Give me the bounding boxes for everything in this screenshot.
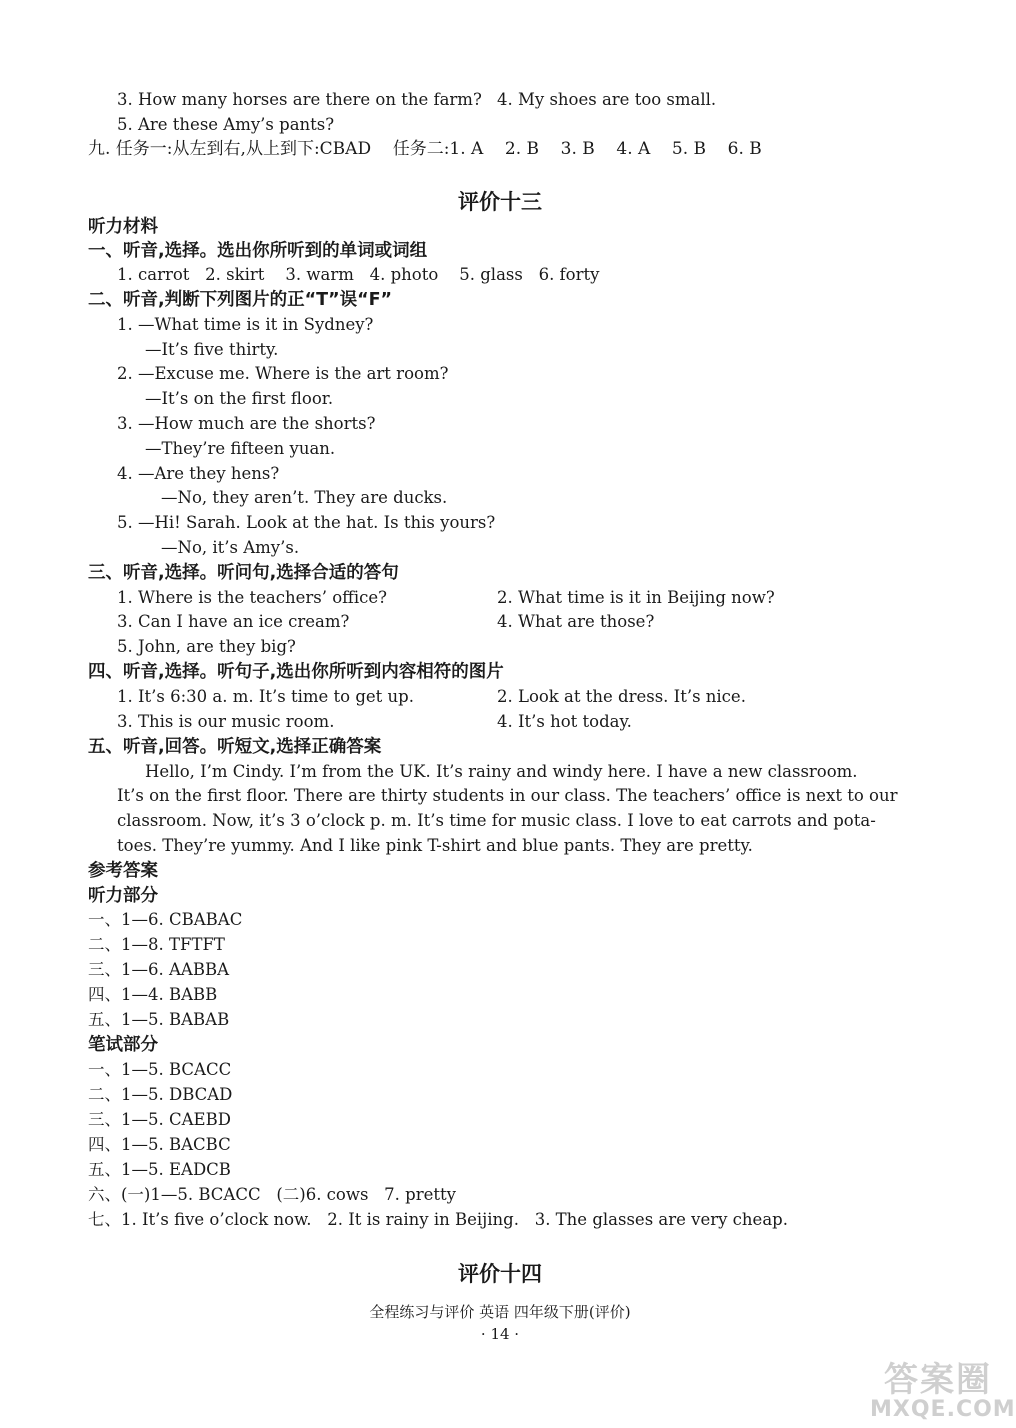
q2-line: —No, they aren’t. They are ducks. [161, 488, 448, 507]
listening-answers-heading: 听力部分 [88, 886, 158, 906]
answer-line: 五、1—5. BABAB [88, 1010, 230, 1029]
top-line-2: 5. Are these Amy’s pants? [117, 115, 335, 134]
q3-item: 5. John, are they big? [117, 637, 296, 656]
watermark-bottom-text: MXQE.COM [870, 1397, 1016, 1422]
q5-passage-line: Hello, I’m Cindy. I’m from the UK. It’s rainy and windy here. I have a new classroom. [145, 762, 858, 781]
top-line-1a: 3. How many horses are there on the farm? [117, 90, 482, 109]
q5-heading: 五、听音,回答。听短文,选择正确答案 [88, 737, 382, 757]
top-line-3: 九. 任务一:从左到右,从上到下:CBAD 任务二:1. A 2. B 3. B 4. A 5. B 6. B [88, 139, 762, 159]
answer-line: 二、1—8. TFTFT [88, 935, 225, 954]
q2-line: —It’s five thirty. [145, 340, 279, 359]
listening-material-heading: 听力材料 [88, 217, 158, 237]
q5-passage-line: It’s on the first floor. There are thirty students in our class. The teachers’ office is next to our [117, 786, 898, 805]
q3-heading: 三、听音,选择。听问句,选择合适的答句 [88, 563, 399, 583]
answer-line: 七、1. It’s five o’clock now. 2. It is rainy in Beijing. 3. The glasses are very cheap. [88, 1210, 788, 1229]
q1-items: 1. carrot 2. skirt 3. warm 4. photo 5. glass 6. forty [117, 265, 600, 284]
q3-item: 1. Where is the teachers’ office? [117, 588, 387, 607]
q2-line: —No, it’s Amy’s. [161, 538, 300, 557]
answer-line: 一、1—5. BCACC [88, 1060, 232, 1079]
q2-line: 2. —Excuse me. Where is the art room? [117, 364, 449, 383]
written-answers-heading: 笔试部分 [88, 1035, 158, 1055]
answers-heading: 参考答案 [88, 861, 158, 881]
section-title-13: 评价十三 [458, 190, 542, 214]
q2-line: —They’re fifteen yuan. [145, 439, 336, 458]
q3-item: 4. What are those? [497, 612, 655, 631]
q5-passage-line: classroom. Now, it’s 3 o’clock p. m. It’s time for music class. I love to eat carrots and pota- [117, 811, 876, 830]
section-title-14: 评价十四 [458, 1262, 542, 1286]
answer-line: 三、1—5. CAEBD [88, 1110, 231, 1129]
answer-line: 四、1—4. BABB [88, 985, 218, 1004]
watermark-logo [866, 1352, 1016, 1422]
q2-heading: 二、听音,判断下列图片的正“T”误“F” [88, 290, 393, 310]
answer-line: 五、1—5. EADCB [88, 1160, 231, 1179]
q3-item: 3. Can I have an ice cream? [117, 612, 350, 631]
q1-heading: 一、听音,选择。选出你所听到的单词或词组 [88, 241, 428, 261]
footer-book-title: 全程练习与评价 英语 四年级下册(评价) [369, 1303, 631, 1321]
top-line-1b: 4. My shoes are too small. [497, 90, 717, 109]
q4-item: 3. This is our music room. [117, 712, 335, 731]
page-number: · 14 · [480, 1325, 520, 1343]
answer-line: 六、(一)1—5. BCACC (二)6. cows 7. pretty [88, 1185, 456, 1204]
answer-line: 一、1—6. CBABAC [88, 910, 243, 929]
q2-line: 4. —Are they hens? [117, 464, 280, 483]
q2-line: 1. —What time is it in Sydney? [117, 315, 374, 334]
q2-line: 5. —Hi! Sarah. Look at the hat. Is this yours? [117, 513, 496, 532]
answer-line: 二、1—5. DBCAD [88, 1085, 233, 1104]
q4-item: 1. It’s 6:30 a. m. It’s time to get up. [117, 687, 414, 706]
q4-item: 4. It’s hot today. [497, 712, 632, 731]
q4-item: 2. Look at the dress. It’s nice. [497, 687, 746, 706]
answer-line: 三、1—6. AABBA [88, 960, 229, 979]
q2-line: —It’s on the first floor. [145, 389, 334, 408]
q4-heading: 四、听音,选择。听句子,选出你所听到内容相符的图片 [88, 662, 504, 682]
answer-line: 四、1—5. BACBC [88, 1135, 231, 1154]
watermark-top-text: 答案圈 [884, 1360, 992, 1400]
q2-line: 3. —How much are the shorts? [117, 414, 376, 433]
q5-passage-line: toes. They’re yummy. And I like pink T-shirt and blue pants. They are pretty. [117, 836, 753, 855]
q3-item: 2. What time is it in Beijing now? [497, 588, 775, 607]
